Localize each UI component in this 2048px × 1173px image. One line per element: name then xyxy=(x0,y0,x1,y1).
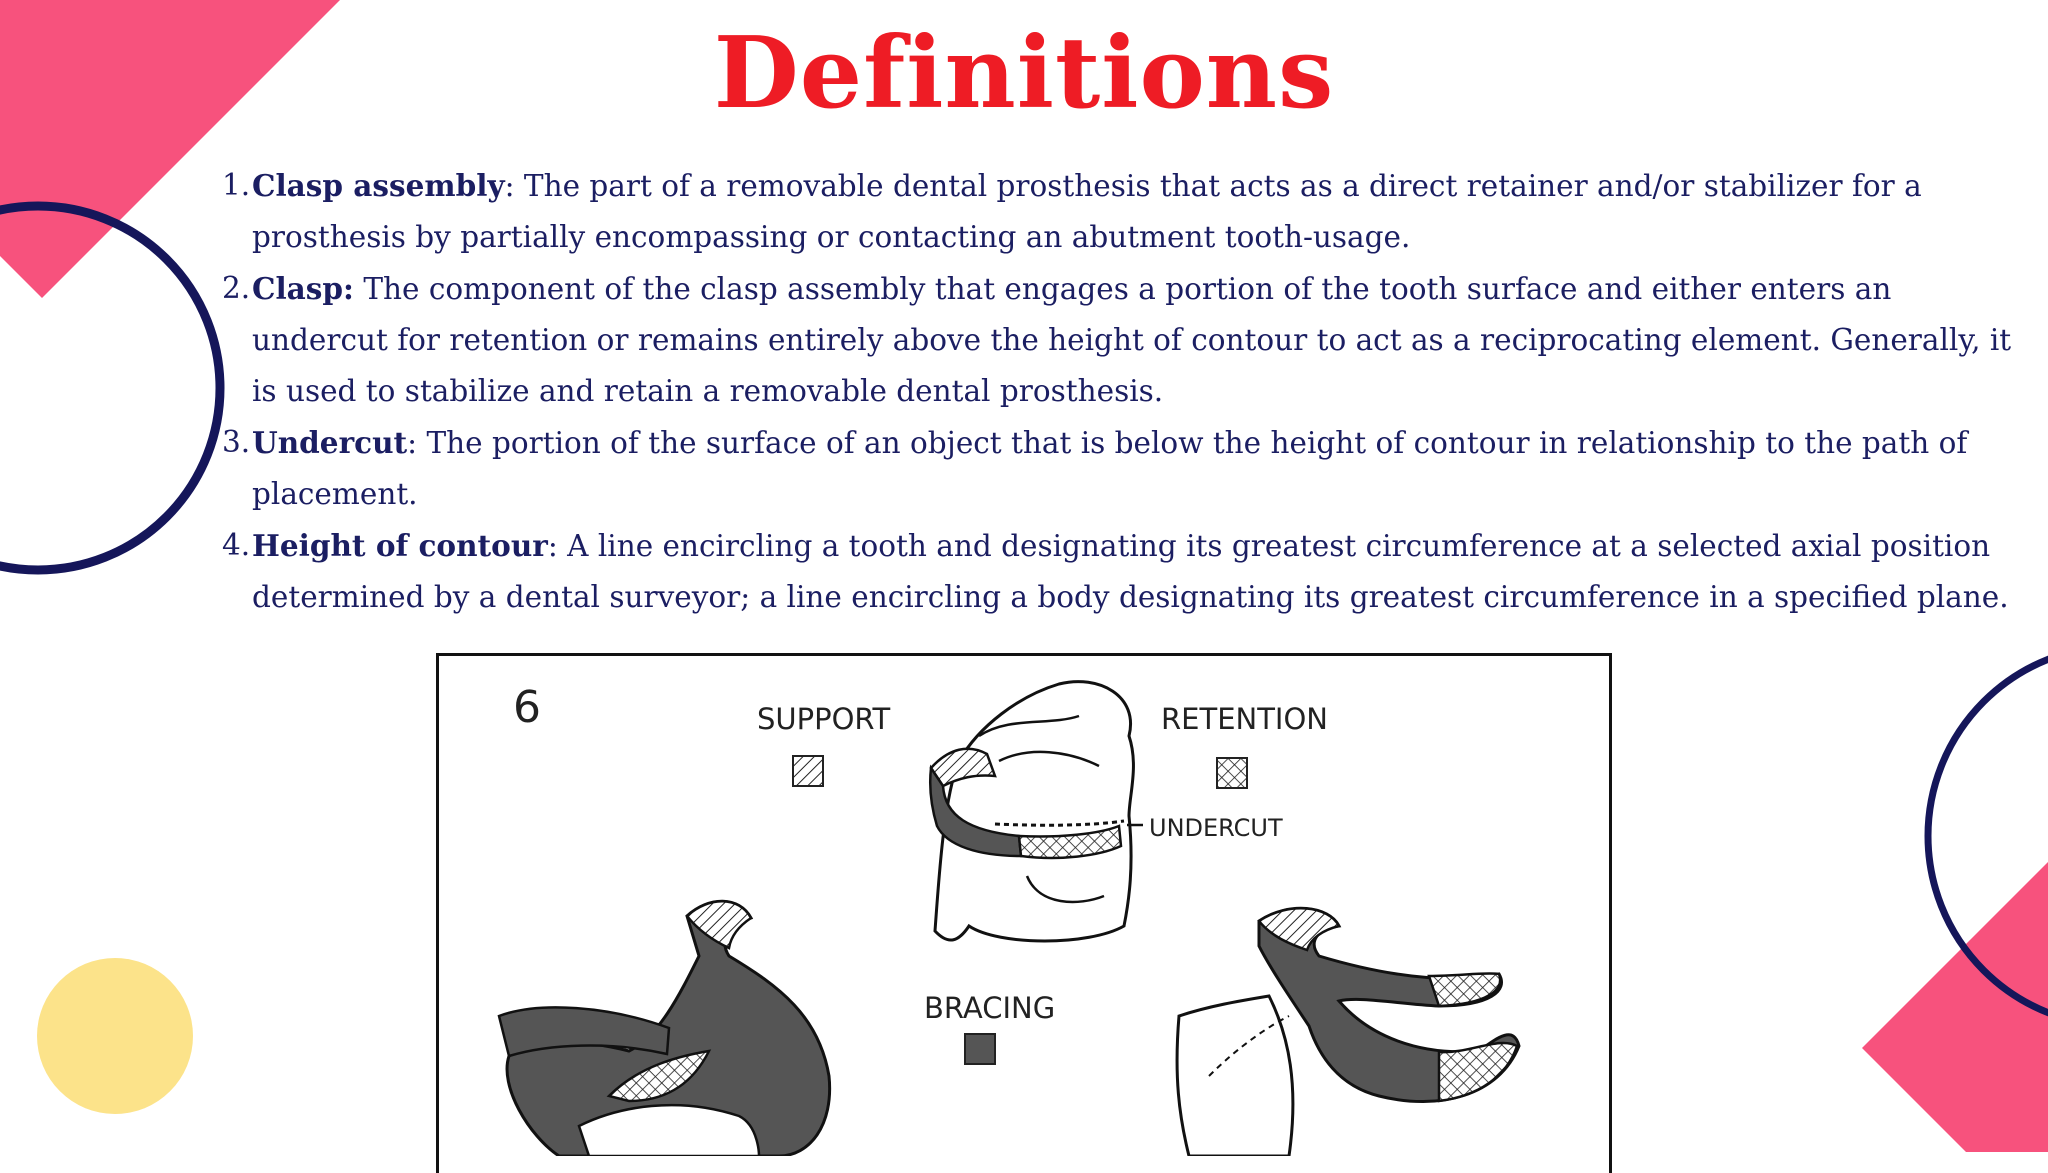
bracing-swatch-icon xyxy=(965,1034,995,1064)
figure-number: 6 xyxy=(513,682,541,733)
retention-label: RETENTION xyxy=(1161,702,1328,736)
definition-term: Height of contour xyxy=(252,528,548,563)
undercut-label: UNDERCUT xyxy=(1149,814,1283,842)
definition-item xyxy=(222,520,2012,623)
definition-number: 3. xyxy=(222,425,251,459)
clasp-diagram-figure xyxy=(436,653,1612,1173)
definition-number: 4. xyxy=(222,528,251,562)
definition-number: 1. xyxy=(222,168,251,202)
clasp-diagram xyxy=(439,656,1609,1156)
definition-term: Clasp: xyxy=(252,271,354,306)
support-swatch-icon xyxy=(793,756,823,786)
definition-number: 2. xyxy=(222,271,251,305)
tooth-with-clasp-illustration xyxy=(930,682,1143,941)
definition-text: : The portion of the surface of an object that is below the height of contour in relationship to the path of placement. xyxy=(252,426,1968,511)
definition-text: : The part of a removable dental prosthesis that acts as a direct retainer and/or stabilizer for a prosthesis by partially encompassing or contacting an abutment tooth-usage. xyxy=(252,169,1922,254)
retention-swatch-icon xyxy=(1217,758,1247,788)
page-title: Definitions xyxy=(713,16,1335,131)
bottom-right-pink-shape xyxy=(1862,862,2048,1152)
left-clasp-illustration xyxy=(499,901,830,1156)
definition-text: : A line encircling a tooth and designating its greatest circumference at a selected axial position determined by a dental surveyor; a line encircling a body designating its greatest circumference in a specified plane. xyxy=(252,529,2009,614)
definition-text: The component of the clasp assembly that engages a portion of the tooth surface and either enters an undercut for retention or remains entirely above the height of contour to act as a reciprocating element. Generally, it is used to stabilize and retain a removable dental prosthesis. xyxy=(252,272,2012,408)
definition-term: Clasp assembly xyxy=(252,168,505,203)
definition-term: Undercut xyxy=(252,425,408,460)
bracing-label: BRACING xyxy=(924,991,1056,1025)
definition-item xyxy=(222,263,2012,417)
definition-item xyxy=(222,417,2012,520)
definition-item xyxy=(222,160,2012,263)
right-clasp-illustration xyxy=(1177,908,1519,1156)
definitions-list xyxy=(222,160,2012,623)
bottom-left-yellow-circle xyxy=(37,958,193,1114)
support-label: SUPPORT xyxy=(757,702,891,736)
